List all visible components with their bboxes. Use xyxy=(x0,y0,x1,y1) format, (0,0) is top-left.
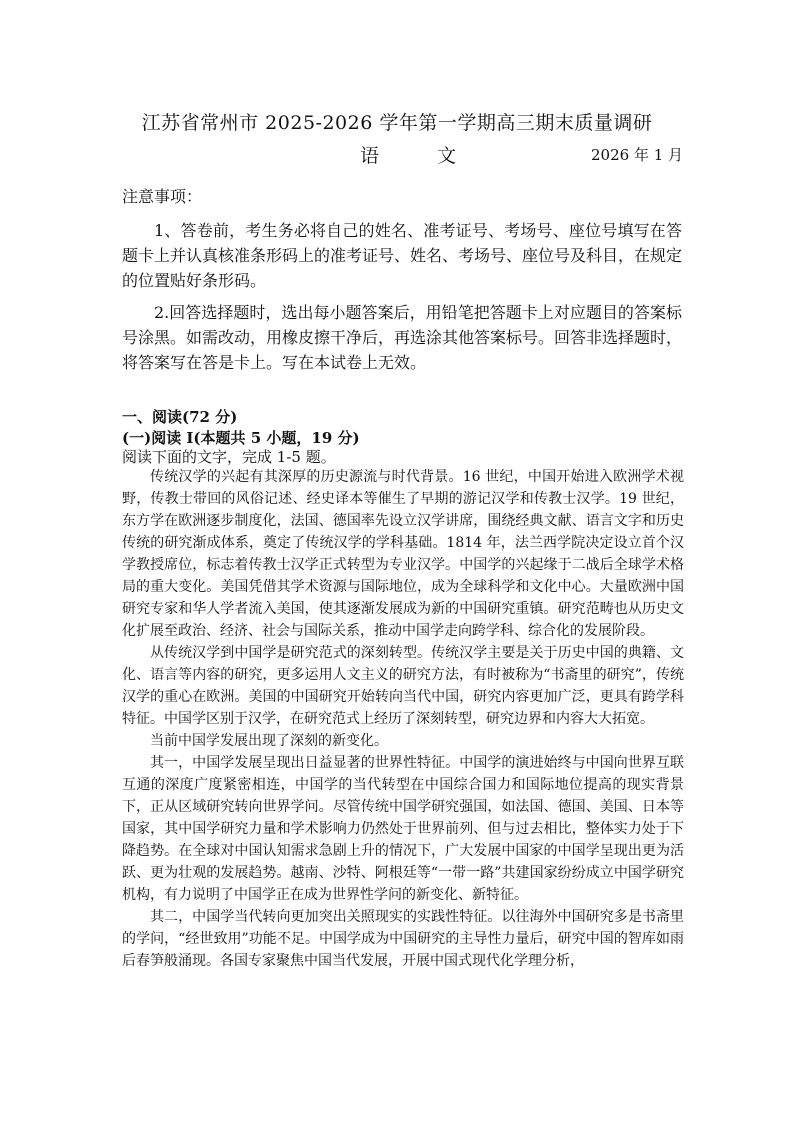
reading-passage xyxy=(122,466,684,972)
notice-heading: 注意事项： xyxy=(122,187,203,206)
passage-paragraph: 其一，中国学发展呈现出日益显著的世界性特征。中国学的演进始终与中国向世界互联互通的深度广度紧密相连，中国学的当代转型在中国综合国力和国际地位提高的现实背景下，正从区域研究转向世界学问。尽管传统中国学研究强国，如法国、德国、美国、日本等国家，其中国学研究力量和学术影响力仍然处于世界前列、但与过去相比，整体实力处于下降趋势。在全球对中国认知需求急剧上升的情况下，广大发展中国家的中国学呈现出更为活跃、更为壮观的发展趋势。越南、沙特、阿根廷等“一带一路”共建国家纷纷成立中国学研究机构，有力说明了中国学正在成为世界性学问的新变化、新特征。 xyxy=(122,755,684,903)
notice-item-1: 1、答卷前，考生务必将自己的姓名、准考证号、考场号、座位号填写在答题卡上并认真核准条形码上的准考证号、姓名、考场号、座位号及科目，在规定的位置贴好条形码。 xyxy=(122,221,683,290)
notice-item-2: 2.回答选择题时，选出每小题答案后，用铅笔把答题卡上对应题目的答案标号涂黑。如需改动，用橡皮擦干净后，再选涂其他答案标号。回答非选择题时，将答案写在答是卡上。写在本试卷上无效。 xyxy=(122,303,683,372)
passage-paragraph: 当前中国学发展出现了深刻的新变化。 xyxy=(150,733,388,749)
subject-label: 语 文 xyxy=(360,145,483,167)
passage-paragraph: 传统汉学的兴起有其深厚的历史源流与时代背景。16 世纪，中国开始进入欧洲学术视野，传教士带回的风俗记述、经史译本等催生了早期的游记汉学和传教士汉学。19 世纪，东方学在欧洲逐步制度化，法国、德国率先设立汉学讲席，围绕经典文献、语言文字和历史传统的研究渐成体系，奠定了传统汉学的学科基础。1814 年，法兰西学院决定设立首个汉学教授席位，标志着传教士汉学正式转型为专业汉学。中国学的兴起缘于二战后全球学术格局的重大变化。美国凭借其学术资源与国际地位，成为全球科学和文化中心。大量欧洲中国研究专家和华人学者流入美国，使其逐渐发展成为新的中国研究重镇。研究范畴也从历史文化扩展至政治、经济、社会与国际关系，推动中国学走向跨学科、综合化的发展阶段。 xyxy=(122,469,684,639)
passage-paragraph: 从传统汉学到中国学是研究范式的深刻转型。传统汉学主要是关于历史中国的典籍、文化、语言等内容的研究，更多运用人文主义的研究方法，有时被称为“书斋里的研究”，传统汉学的重心在欧洲。美国的中国研究开始转向当代中国，研究内容更加广泛，更具有跨学科特征。中国学区别于汉学，在研究范式上经历了深刻转型，研究边界和内容大大拓宽。 xyxy=(122,645,684,727)
passage-paragraph: 其二，中国学当代转向更加突出关照现实的实践性特征。以往海外中国研究多是书斋里的学问，“经世致用”功能不足。中国学成为中国研究的主导性力量后，研究中国的智库如雨后春笋般涌现。各国专家聚焦中国当代发展，开展中国式现代化学理分析， xyxy=(122,909,684,969)
section-subheading: (一)阅读 I(本题共 5 小题，19 分) xyxy=(122,429,360,447)
reading-instruction: 阅读下面的文字，完成 1-5 题。 xyxy=(122,448,336,466)
exam-title: 江苏省常州市 2025-2026 学年第一学期高三期末质量调研 xyxy=(141,112,653,134)
section-heading: 一、阅读(72 分) xyxy=(122,408,238,426)
exam-date: 2026 年 1 月 xyxy=(591,146,684,164)
